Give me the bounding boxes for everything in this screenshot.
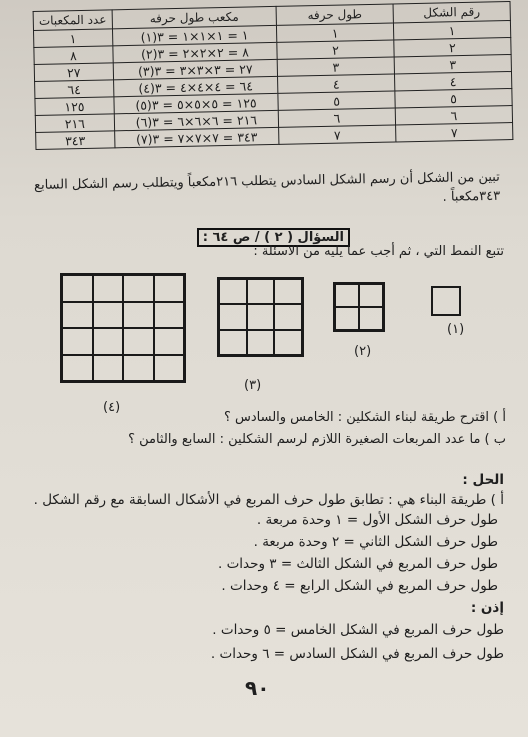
cell-edge-length: ٣ [277, 57, 394, 76]
cell-figure-number: ٢ [394, 38, 511, 57]
grid-cell [93, 275, 124, 302]
header-edge-cubed: مكعب طول حرفه [112, 6, 277, 28]
cell-edge-cubed: ٢٧ = ٣×٣×٣ = ٣(٣) [113, 59, 278, 79]
cell-edge-cubed: ٦٤ = ٤×٤×٤ = ٣(٤) [113, 76, 278, 96]
cell-edge-length: ٤ [278, 74, 395, 93]
question-intro: تتبع النمط التي ، ثم أجب عما يليه من الاسئلة : [253, 244, 504, 259]
cell-figure-number: ١ [393, 21, 510, 40]
solution-line: طول حرف المربع في الشكل الثالث = ٣ وحدات . [217, 556, 498, 572]
figure-label-4: (٤) [103, 400, 121, 415]
cell-cube-count: ٢١٦ [35, 114, 114, 133]
pattern-figure-1 [431, 286, 461, 316]
cell-cube-count: ٢٧ [34, 63, 113, 82]
note-line: تبين من الشكل أن رسم الشكل السادس يتطلب ٢١٦مكعباً ويتطلب رسم الشكل السابع [33, 169, 500, 193]
grid-cell [154, 302, 185, 329]
grid-cell [93, 355, 124, 382]
grid-cell [359, 284, 383, 307]
grid-cell [335, 284, 359, 307]
solution-then: إذن : [470, 600, 504, 616]
cell-cube-count: ١ [34, 29, 113, 48]
cell-figure-number: ٣ [394, 55, 511, 74]
cell-figure-number: ٤ [394, 72, 511, 91]
grid-cell [123, 302, 154, 329]
cell-edge-length: ٧ [279, 125, 396, 144]
cell-edge-cubed: ٨ = ٢×٢×٢ = ٣(٢) [113, 42, 278, 62]
cell-edge-length: ٥ [278, 91, 395, 110]
grid-cell [274, 330, 302, 355]
grid-cell [154, 275, 185, 302]
grid-cell [93, 302, 124, 329]
page-number: ٩٠ [245, 676, 270, 700]
pattern-figure-3 [217, 277, 304, 357]
header-edge-length: طول حرفه [276, 4, 393, 25]
grid-cell [247, 304, 275, 329]
figure-label-3: (٣) [244, 378, 262, 393]
grid-cell [62, 302, 93, 329]
cube-table [33, 1, 514, 150]
cell-figure-number: ٧ [395, 122, 512, 141]
grid-cell [123, 275, 154, 302]
grid-cell [154, 328, 185, 355]
question-part-a: أ ) اقترح طريقة لبناء الشكلين : الخامس والسادس ؟ [223, 410, 506, 425]
cell-cube-count: ٦٤ [35, 80, 114, 99]
grid-cell [93, 328, 124, 355]
solution-line: طول حرف المربع في الشكل الخامس = ٥ وحدات . [212, 622, 504, 638]
cell-edge-length: ٦ [278, 108, 395, 127]
grid-cell [247, 330, 275, 355]
grid-cell [219, 304, 247, 329]
grid-cell [274, 279, 302, 304]
header-cube-count: عدد المكعبات [33, 10, 112, 31]
solution-heading: الحل : [462, 472, 504, 488]
question-part-b: ب ) ما عدد المربعات الصغيرة اللازم لرسم الشكلين : السابع والثامن ؟ [128, 432, 506, 447]
grid-cell [62, 355, 93, 382]
grid-cell [123, 328, 154, 355]
solution-line: طول حرف المربع في الشكل السادس = ٦ وحدات . [210, 646, 504, 662]
grid-cell [154, 355, 185, 382]
grid-cell [123, 355, 154, 382]
cell-figure-number: ٥ [395, 89, 512, 108]
cell-edge-cubed: ١ = ١×١×١ = ٣(١) [112, 25, 277, 45]
cell-edge-cubed: ٣٤٣ = ٧×٧×٧ = ٣(٧) [114, 127, 279, 147]
cell-cube-count: ٨ [34, 46, 113, 65]
cell-edge-cubed: ٢١٦ = ٦×٦×٦ = ٣(٦) [114, 110, 279, 130]
figure-label-1: (١) [447, 322, 465, 337]
cell-cube-count: ٣٤٣ [36, 131, 115, 150]
cell-edge-length: ٢ [277, 40, 394, 59]
solution-line: طول حرف الشكل الأول = ١ وحدة مربعة . [256, 512, 498, 528]
grid-cell [219, 279, 247, 304]
solution-line: طول حرف الشكل الثاني = ٢ وحدة مربعة . [253, 534, 498, 550]
grid-cell [219, 330, 247, 355]
note-line: ٣٤٣مكعباً . [442, 188, 501, 205]
header-figure-number: رقم الشكل [393, 2, 510, 23]
solution-line-a: أ ) طريقة البناء هي : تطابق طول حرف المربع في الأشكال السابقة مع رقم الشكل . [33, 492, 504, 508]
cell-cube-count: ١٢٥ [35, 97, 114, 116]
grid-cell [274, 304, 302, 329]
figure-label-2: (٢) [354, 344, 372, 359]
cell-edge-cubed: ١٢٥ = ٥×٥×٥ = ٣(٥) [114, 93, 279, 113]
pattern-figure-2 [333, 282, 385, 332]
cell-edge-length: ١ [277, 23, 394, 42]
grid-cell [335, 307, 359, 330]
grid-cell [359, 307, 383, 330]
table-conclusion-note [20, 168, 501, 214]
cell-figure-number: ٦ [395, 105, 512, 124]
solution-line: طول حرف المربع في الشكل الرابع = ٤ وحدات . [221, 578, 498, 594]
grid-cell [62, 328, 93, 355]
grid-cell [62, 275, 93, 302]
question-header: السؤال ( ٢ ) / ص ٦٤ : [197, 228, 350, 247]
grid-cell [247, 279, 275, 304]
pattern-figure-4 [60, 273, 186, 383]
